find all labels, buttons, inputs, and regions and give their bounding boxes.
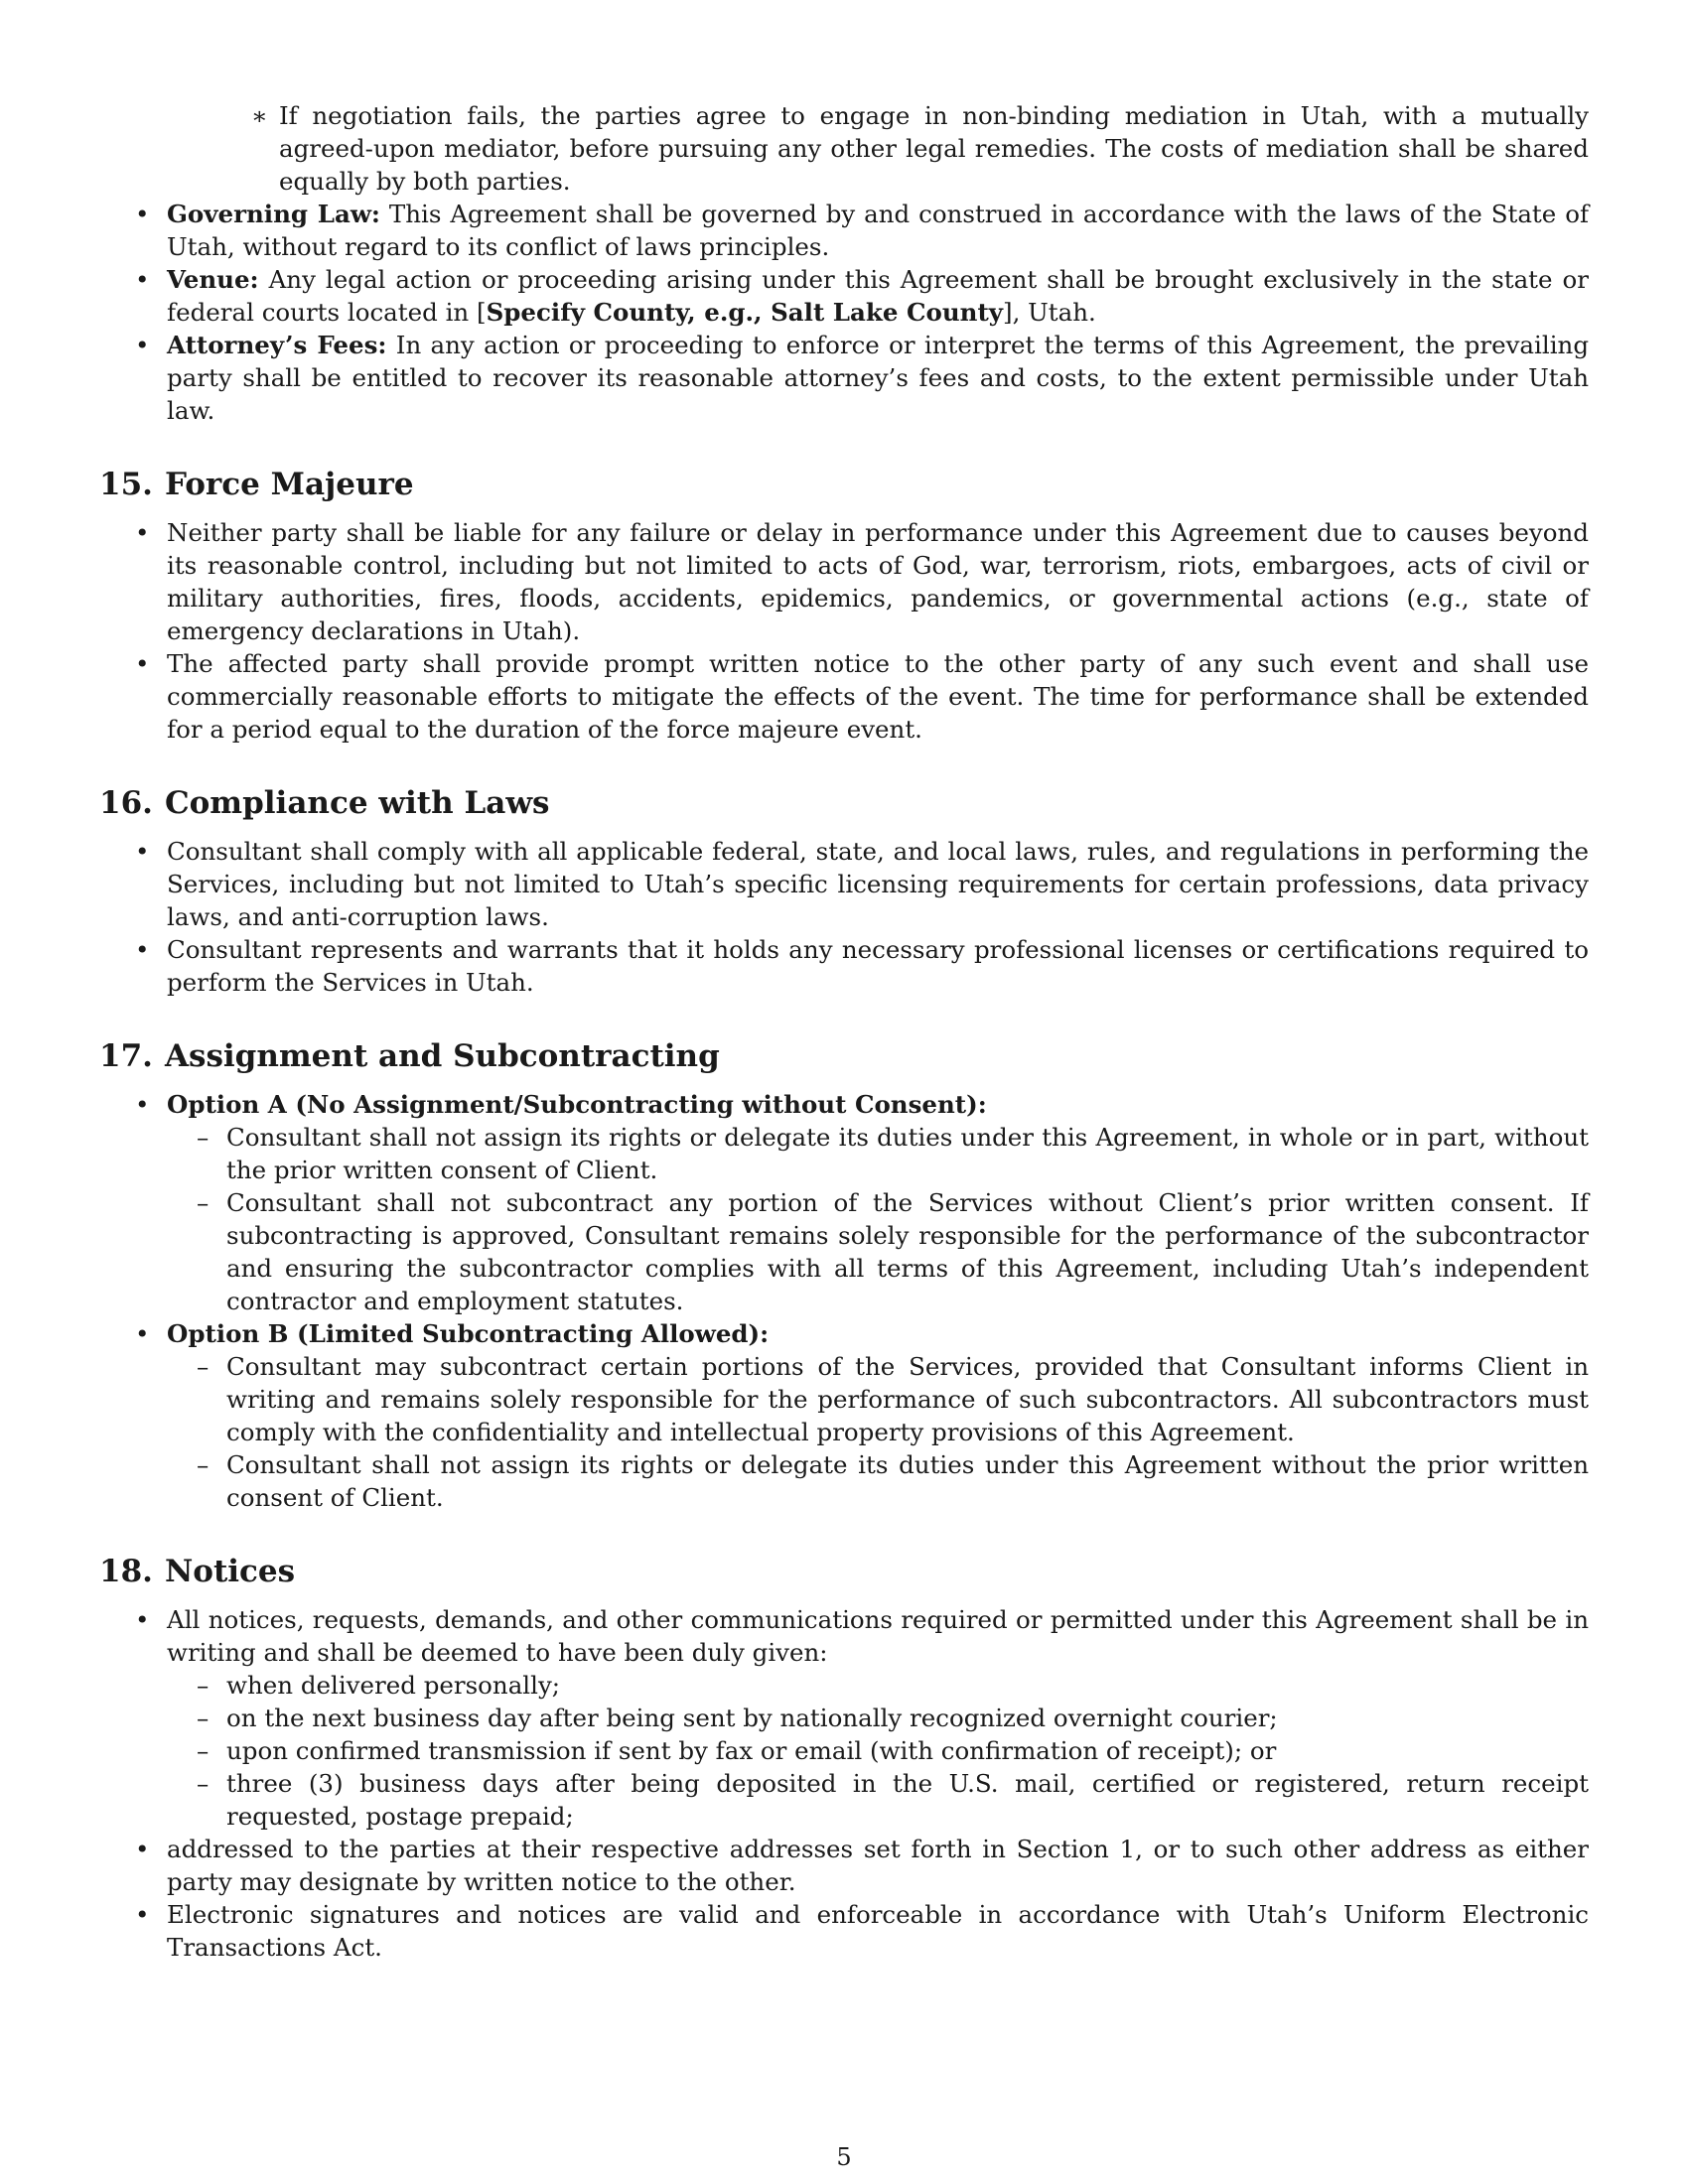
venue-label: Venue: (167, 265, 259, 294)
notice-method-item: – upon confirmed transmission if sent by fax or email (with confirmation of receipt); or (167, 1734, 1589, 1767)
section17-number: 17. (99, 1038, 153, 1074)
section17-title: Assignment and Subcontracting (164, 1038, 720, 1074)
option-b-sublist (167, 1350, 1589, 1514)
option-b-assignment-item: – Consultant shall not assign its rights or delegate its duties under this Agreement without the prior written consent of Client. (167, 1448, 1589, 1514)
venue-text-before: Any legal action or proceeding arising under this Agreement shall be brought exclusively in the state or federal courts located in [ (167, 265, 1589, 327)
electronic-signatures-item: • Electronic signatures and notices are valid and enforceable in accordance with Utah’s Uniform Electronic Transactions Act. (99, 1898, 1589, 1964)
section15-heading (99, 467, 1589, 502)
section18-title: Notices (164, 1554, 296, 1589)
notices-sublist (167, 1669, 1589, 1833)
document-page (99, 99, 1589, 1964)
section14-list (99, 198, 1589, 427)
section17-heading (99, 1038, 1589, 1074)
notice-method-item: – on the next business day after being sent by nationally recognized overnight courier; (167, 1702, 1589, 1734)
notice-method-item: – when delivered personally; (167, 1669, 1589, 1702)
compliance-item: • Consultant shall comply with all applicable federal, state, and local laws, rules, and regulations in performing the Services, including but not limited to Utah’s specific licensing requirements for certain professions, data privacy laws, and anti-corruption laws. (99, 835, 1589, 933)
option-b-subcontract-item: – Consultant may subcontract certain portions of the Services, provided that Consultant informs Client in writing and remains solely responsible for the performance of such subcontractors. All subcontractors must comply with the confidentiality and intellectual property provisions of this Agreement. (167, 1350, 1589, 1448)
notices-address-item: • addressed to the parties at their respective addresses set forth in Section 1, or to such other address as either party may designate by written notice to the other. (99, 1833, 1589, 1898)
attorneys-fees-text: In any action or proceeding to enforce or interpret the terms of this Agreement, the prevailing party shall be entitled to recover its reasonable attorney’s fees and costs, to the extent permissible under Utah law. (167, 331, 1589, 425)
licenses-item: • Consultant represents and warrants that it holds any necessary professional licenses or certifications required to perform the Services in Utah. (99, 933, 1589, 999)
section16-title: Compliance with Laws (164, 785, 550, 821)
governing-law-item (99, 198, 1589, 263)
option-a-subcontract-item: – Consultant shall not subcontract any portion of the Services without Client’s prior written consent. If subcontracting is approved, Consultant remains solely responsible for the performance of the subcontractor and ensuring the subcontractor complies with all terms of this Agreement, including Utah’s independent contractor and employment statutes. (167, 1186, 1589, 1317)
page-number: 5 (836, 2143, 852, 2171)
section16-number: 16. (99, 785, 153, 821)
governing-law-text: This Agreement shall be governed by and construed in accordance with the laws of the State of Utah, without regard to its conflict of laws principles. (167, 200, 1590, 261)
option-b-item (99, 1317, 1589, 1514)
venue-county-placeholder: Specify County, e.g., Salt Lake County (486, 298, 1004, 327)
notice-method-item: – three (3) business days after being deposited in the U.S. mail, certified or registered, return receipt requested, postage prepaid; (167, 1767, 1589, 1833)
section18-number: 18. (99, 1554, 153, 1589)
attorneys-fees-label: Attorney’s Fees: (167, 331, 387, 359)
force-majeure-notice-item: • The affected party shall provide prompt written notice to the other party of any such event and shall use commercially reasonable efforts to mitigate the effects of the event. The time for performance shall be extended for a period equal to the duration of the force majeure event. (99, 647, 1589, 746)
option-a-assignment-item: – Consultant shall not assign its rights or delegate its duties under this Agreement, in whole or in part, without the prior written consent of Client. (167, 1121, 1589, 1186)
option-a-label: Option A (No Assignment/Subcontracting without Consent): (167, 1090, 987, 1119)
option-a-item (99, 1088, 1589, 1317)
mediation-list (279, 99, 1589, 198)
option-b-label: Option B (Limited Subcontracting Allowed): (167, 1319, 770, 1348)
mediation-clause: ∗ If negotiation fails, the parties agree to engage in non-binding mediation in Utah, with a mutually agreed-upon mediator, before pursuing any other legal remedies. The costs of mediation shall be shared equally by both parties. (279, 99, 1589, 198)
force-majeure-item: • Neither party shall be liable for any failure or delay in performance under this Agreement due to causes beyond its reasonable control, including but not limited to acts of God, war, terrorism, riots, embargoes, acts of civil or military authorities, fires, floods, accidents, epidemics, pandemics, or governmental actions (e.g., state of emergency declarations in Utah). (99, 516, 1589, 647)
venue-item (99, 263, 1589, 329)
section15-title: Force Majeure (164, 467, 414, 502)
section16-list (99, 835, 1589, 999)
section18-heading (99, 1554, 1589, 1589)
section18-list (99, 1603, 1589, 1964)
venue-text-after: ], Utah. (1003, 298, 1096, 327)
section15-number: 15. (99, 467, 153, 502)
section16-heading (99, 785, 1589, 821)
notices-intro: All notices, requests, demands, and other communications required or permitted under this Agreement shall be in writing and shall be deemed to have been duly given: (167, 1605, 1589, 1667)
governing-law-label: Governing Law: (167, 200, 380, 228)
notices-item (99, 1603, 1589, 1833)
section17-list (99, 1088, 1589, 1514)
option-a-sublist (167, 1121, 1589, 1317)
section15-list (99, 516, 1589, 746)
attorneys-fees-item (99, 329, 1589, 427)
